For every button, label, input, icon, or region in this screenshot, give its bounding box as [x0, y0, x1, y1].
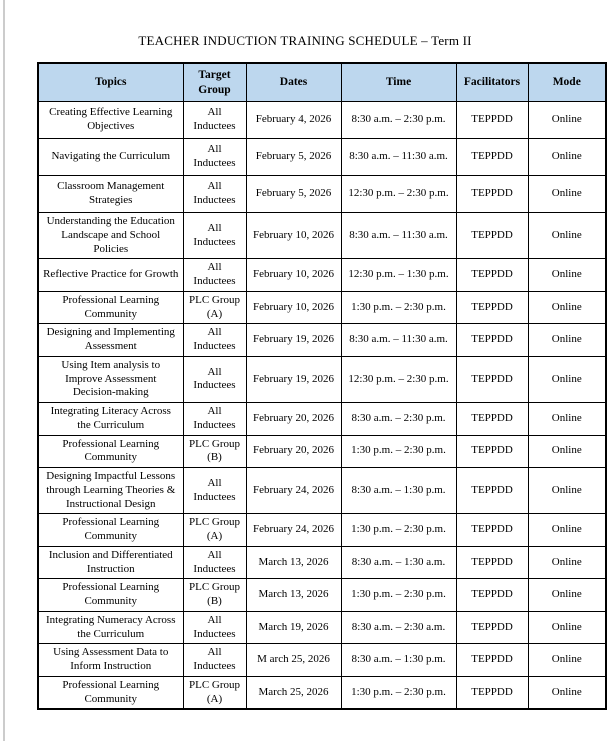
cell-topic: Professional Learning Community: [38, 291, 183, 324]
cell-target-group: PLC Group (B): [183, 579, 246, 612]
cell-topic: Professional Learning Community: [38, 676, 183, 709]
header-facilitators: Facilitators: [456, 63, 528, 102]
cell-facilitators: TEPPDD: [456, 514, 528, 547]
cell-date: February 24, 2026: [246, 514, 341, 547]
table-row: [38, 579, 606, 612]
cell-mode: Online: [528, 468, 606, 514]
cell-topic: Designing Impactful Lessons through Learning Theories & Instructional Design: [38, 468, 183, 514]
schedule-table: [37, 62, 607, 710]
cell-topic: Integrating Numeracy Across the Curriculum: [38, 611, 183, 644]
cell-mode: Online: [528, 139, 606, 176]
cell-time: 1:30 p.m. – 2:30 p.m.: [341, 676, 456, 709]
header-target-group: Target Group: [183, 63, 246, 102]
cell-date: February 19, 2026: [246, 356, 341, 402]
cell-target-group: PLC Group (A): [183, 676, 246, 709]
cell-target-group: PLC Group (A): [183, 291, 246, 324]
table-row: [38, 291, 606, 324]
cell-topic: Using Item analysis to Improve Assessment Decision-making: [38, 356, 183, 402]
cell-time: 8:30 a.m. – 2:30 a.m.: [341, 611, 456, 644]
cell-target-group: All Inductees: [183, 611, 246, 644]
cell-target-group: All Inductees: [183, 644, 246, 677]
cell-mode: Online: [528, 676, 606, 709]
table-row: [38, 435, 606, 468]
table-row: [38, 514, 606, 547]
cell-target-group: All Inductees: [183, 324, 246, 357]
cell-facilitators: TEPPDD: [456, 676, 528, 709]
cell-time: 1:30 p.m. – 2:30 p.m.: [341, 291, 456, 324]
cell-mode: Online: [528, 324, 606, 357]
cell-time: 8:30 a.m. – 11:30 a.m.: [341, 139, 456, 176]
cell-time: 8:30 a.m. – 2:30 p.m.: [341, 102, 456, 139]
cell-date: March 25, 2026: [246, 676, 341, 709]
cell-target-group: All Inductees: [183, 468, 246, 514]
cell-facilitators: TEPPDD: [456, 403, 528, 436]
cell-time: 12:30 p.m. – 2:30 p.m.: [341, 356, 456, 402]
cell-date: M arch 25, 2026: [246, 644, 341, 677]
cell-facilitators: TEPPDD: [456, 176, 528, 213]
cell-target-group: All Inductees: [183, 356, 246, 402]
cell-time: 1:30 p.m. – 2:30 p.m.: [341, 435, 456, 468]
cell-date: March 13, 2026: [246, 579, 341, 612]
cell-mode: Online: [528, 579, 606, 612]
cell-date: March 19, 2026: [246, 611, 341, 644]
cell-date: February 10, 2026: [246, 213, 341, 259]
cell-target-group: All Inductees: [183, 176, 246, 213]
cell-facilitators: TEPPDD: [456, 644, 528, 677]
table-row: [38, 176, 606, 213]
cell-facilitators: TEPPDD: [456, 324, 528, 357]
cell-time: 8:30 a.m. – 1:30 p.m.: [341, 644, 456, 677]
cell-date: February 5, 2026: [246, 139, 341, 176]
cell-date: February 10, 2026: [246, 291, 341, 324]
cell-mode: Online: [528, 176, 606, 213]
cell-facilitators: TEPPDD: [456, 139, 528, 176]
cell-facilitators: TEPPDD: [456, 102, 528, 139]
cell-mode: Online: [528, 259, 606, 292]
table-row: [38, 403, 606, 436]
page-left-edge: [3, 0, 5, 741]
cell-mode: Online: [528, 514, 606, 547]
cell-topic: Professional Learning Community: [38, 435, 183, 468]
cell-facilitators: TEPPDD: [456, 611, 528, 644]
header-topics: Topics: [38, 63, 183, 102]
cell-mode: Online: [528, 611, 606, 644]
cell-date: February 5, 2026: [246, 176, 341, 213]
table-row: [38, 546, 606, 579]
cell-target-group: All Inductees: [183, 213, 246, 259]
cell-date: February 19, 2026: [246, 324, 341, 357]
cell-mode: Online: [528, 403, 606, 436]
cell-date: February 20, 2026: [246, 403, 341, 436]
cell-target-group: All Inductees: [183, 139, 246, 176]
cell-date: February 20, 2026: [246, 435, 341, 468]
table-row: [38, 213, 606, 259]
cell-mode: Online: [528, 356, 606, 402]
cell-time: 8:30 a.m. – 1:30 a.m.: [341, 546, 456, 579]
cell-topic: Reflective Practice for Growth: [38, 259, 183, 292]
cell-target-group: All Inductees: [183, 102, 246, 139]
cell-time: 8:30 a.m. – 2:30 p.m.: [341, 403, 456, 436]
schedule-table-header: [38, 63, 606, 102]
cell-time: 8:30 a.m. – 11:30 a.m.: [341, 213, 456, 259]
cell-date: February 24, 2026: [246, 468, 341, 514]
cell-topic: Designing and Implementing Assessment: [38, 324, 183, 357]
cell-facilitators: TEPPDD: [456, 356, 528, 402]
table-row: [38, 468, 606, 514]
table-row: [38, 676, 606, 709]
schedule-table-body: [38, 102, 606, 710]
cell-time: 8:30 a.m. – 11:30 a.m.: [341, 324, 456, 357]
table-row: [38, 259, 606, 292]
cell-facilitators: TEPPDD: [456, 259, 528, 292]
cell-mode: Online: [528, 644, 606, 677]
table-row: [38, 356, 606, 402]
cell-facilitators: TEPPDD: [456, 468, 528, 514]
table-row: [38, 139, 606, 176]
header-row: [38, 63, 606, 102]
cell-target-group: All Inductees: [183, 259, 246, 292]
cell-mode: Online: [528, 213, 606, 259]
cell-topic: Integrating Literacy Across the Curriculum: [38, 403, 183, 436]
cell-facilitators: TEPPDD: [456, 213, 528, 259]
cell-topic: Inclusion and Differentiated Instruction: [38, 546, 183, 579]
table-row: [38, 611, 606, 644]
cell-mode: Online: [528, 435, 606, 468]
page-title: TEACHER INDUCTION TRAINING SCHEDULE – Term II: [138, 33, 472, 48]
table-row: [38, 102, 606, 139]
table-row: [38, 644, 606, 677]
cell-mode: Online: [528, 291, 606, 324]
cell-time: 1:30 p.m. – 2:30 p.m.: [341, 514, 456, 547]
header-dates: Dates: [246, 63, 341, 102]
cell-time: 12:30 p.m. – 2:30 p.m.: [341, 176, 456, 213]
cell-target-group: PLC Group (A): [183, 514, 246, 547]
cell-facilitators: TEPPDD: [456, 579, 528, 612]
cell-topic: Professional Learning Community: [38, 514, 183, 547]
cell-time: 12:30 p.m. – 1:30 p.m.: [341, 259, 456, 292]
cell-date: March 13, 2026: [246, 546, 341, 579]
table-row: [38, 324, 606, 357]
cell-target-group: PLC Group (B): [183, 435, 246, 468]
cell-date: February 4, 2026: [246, 102, 341, 139]
cell-topic: Using Assessment Data to Inform Instruction: [38, 644, 183, 677]
cell-target-group: All Inductees: [183, 403, 246, 436]
cell-facilitators: TEPPDD: [456, 435, 528, 468]
cell-facilitators: TEPPDD: [456, 291, 528, 324]
cell-topic: Navigating the Curriculum: [38, 139, 183, 176]
header-time: Time: [341, 63, 456, 102]
header-mode: Mode: [528, 63, 606, 102]
cell-topic: Understanding the Education Landscape and School Policies: [38, 213, 183, 259]
cell-target-group: All Inductees: [183, 546, 246, 579]
cell-topic: Professional Learning Community: [38, 579, 183, 612]
cell-time: 1:30 p.m. – 2:30 p.m.: [341, 579, 456, 612]
cell-topic: Creating Effective Learning Objectives: [38, 102, 183, 139]
cell-date: February 10, 2026: [246, 259, 341, 292]
cell-topic: Classroom Management Strategies: [38, 176, 183, 213]
cell-mode: Online: [528, 546, 606, 579]
cell-mode: Online: [528, 102, 606, 139]
cell-time: 8:30 a.m. – 1:30 p.m.: [341, 468, 456, 514]
cell-facilitators: TEPPDD: [456, 546, 528, 579]
